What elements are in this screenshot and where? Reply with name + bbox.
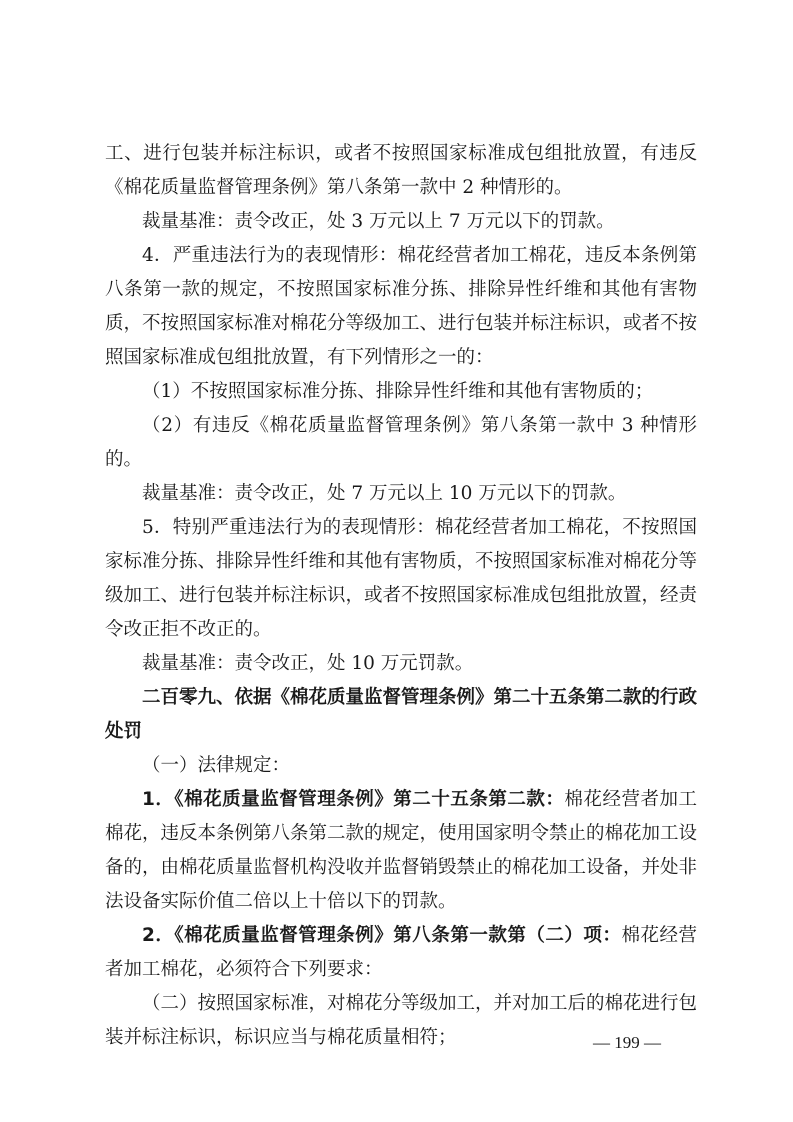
paragraph-penalty-standard: 裁量基准：责令改正，处 7 万元以上 10 万元以下的罚款。: [142, 483, 627, 504]
paragraph-serious-violation: 4．严重违法行为的表现情形：棉花经营者加工棉花，违反本条例第八条第一款的规定，不按照国家标准分拣、排除异性纤维和其他有害物质，不按照国家标准对棉花分等级加工、进行包装并标注标识，或者不按照国家标准成包组批放置，有下列情形之一的：: [105, 245, 698, 368]
document-page: [105, 137, 697, 1055]
page-number: — 199 —: [593, 1033, 661, 1052]
paragraph-item-2: （2）有违反《棉花质量监督管理条例》第八条第一款中 3 种情形的。: [105, 415, 697, 470]
section-heading: 二百零九、依据《棉花质量监督管理条例》第二十五条第二款的行政处罚: [105, 687, 698, 742]
law-clause-2-item: （二）按照国家标准，对棉花分等级加工，并对加工后的棉花进行包装并标注标识，标识应当与棉花质量相符；: [105, 993, 698, 1048]
paragraph-penalty-standard: 裁量基准：责令改正，处 10 万元罚款。: [142, 653, 474, 674]
paragraph-item-1: （1）不按照国家标准分拣、排除异性纤维和其他有害物质的；: [142, 381, 654, 402]
law-clause-2-text: 棉花经营者加工棉花，必须符合下列要求：: [105, 925, 697, 980]
law-clause-2-title: 2．《棉花质量监督管理条例》第八条第一款第（二）项：: [142, 925, 622, 946]
law-clause-2: [105, 919, 697, 987]
law-clause-1-title: 1．《棉花质量监督管理条例》第二十五条第二款：: [142, 789, 565, 810]
law-clause-1: [105, 783, 697, 919]
paragraph-penalty-standard: 裁量基准：责令改正，处 3 万元以上 7 万元以下的罚款。: [142, 211, 615, 232]
subsection-label: （一）法律规定：: [142, 755, 291, 776]
paragraph-especially-serious-violation: 5．特别严重违法行为的表现情形：棉花经营者加工棉花，不按照国家标准分拣、排除异性纤维和其他有害物质，不按照国家标准对棉花分等级加工、进行包装并标注标识，或者不按照国家标准成包组批放置，经责令改正拒不改正的。: [105, 517, 698, 640]
law-clause-1-text: 棉花经营者加工棉花，违反本条例第八条第二款的规定，使用国家明令禁止的棉花加工设备的，由棉花质量监督机构没收并监督销毁禁止的棉花加工设备，并处非法设备实际价值二倍以上十倍以下的罚款。: [105, 789, 698, 912]
paragraph-continuation: 工、进行包装并标注标识，或者不按照国家标准成包组批放置，有违反《棉花质量监督管理条例》第八条第一款中 2 种情形的。: [105, 143, 697, 198]
